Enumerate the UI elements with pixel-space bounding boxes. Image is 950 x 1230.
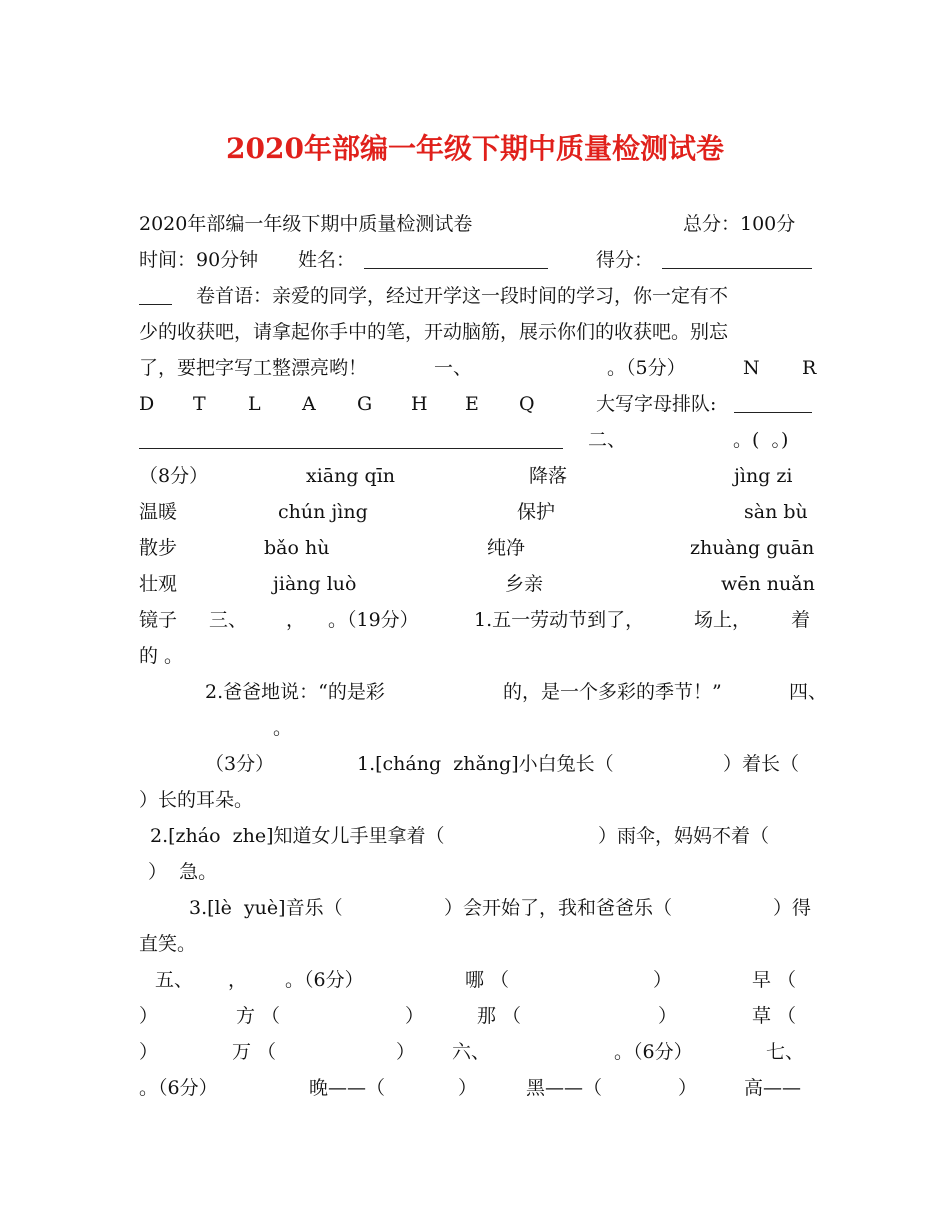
text-segment: E bbox=[465, 393, 479, 415]
text-segment: 高—— bbox=[744, 1077, 802, 1099]
text-segment: ） bbox=[678, 1077, 698, 1099]
text-segment: 。（6分） bbox=[139, 1077, 218, 1099]
fill-in-blank bbox=[734, 392, 812, 416]
text-segment: 纯净 bbox=[487, 537, 526, 559]
text-segment: （8分） bbox=[139, 465, 209, 487]
text-line bbox=[0, 572, 950, 608]
text-segment: 。（19分） bbox=[328, 609, 419, 631]
text-line bbox=[0, 464, 950, 500]
text-segment: xiāng qīn bbox=[306, 465, 396, 487]
fill-in-blank bbox=[662, 248, 812, 272]
text-segment: sàn bù bbox=[744, 501, 808, 523]
text-segment: 的 。 bbox=[139, 645, 184, 667]
text-segment: ） bbox=[139, 1041, 159, 1063]
text-segment: 镜子 bbox=[139, 609, 178, 631]
text-segment: 姓名： bbox=[298, 249, 356, 271]
text-line bbox=[0, 212, 950, 248]
text-segment: 2.爸爸地说：“的是彩 bbox=[205, 681, 385, 703]
fill-in-blank bbox=[139, 428, 563, 452]
text-segment: T bbox=[193, 393, 206, 415]
text-segment: 哪 （ bbox=[465, 969, 510, 991]
text-line bbox=[0, 1076, 950, 1112]
text-segment: D bbox=[139, 393, 155, 415]
text-segment: 三、 bbox=[209, 609, 248, 631]
text-segment: jiàng luò bbox=[273, 573, 357, 595]
text-segment: ） bbox=[653, 969, 673, 991]
text-line bbox=[0, 320, 950, 356]
text-segment: ）长的耳朵。 bbox=[139, 789, 254, 811]
text-line bbox=[0, 824, 950, 860]
text-line bbox=[0, 1004, 950, 1040]
text-segment: zhuàng guān bbox=[690, 537, 815, 559]
text-segment: G bbox=[357, 393, 373, 415]
text-segment: 四、 bbox=[789, 681, 828, 703]
text-segment: ） bbox=[405, 1005, 425, 1027]
text-segment: 总分：100分 bbox=[683, 213, 796, 235]
text-segment: 一、 bbox=[434, 357, 473, 379]
text-segment: L bbox=[248, 393, 261, 415]
text-line bbox=[0, 284, 950, 320]
text-segment: 降落 bbox=[529, 465, 568, 487]
text-segment: 二、 bbox=[588, 429, 627, 451]
fill-in-blank bbox=[139, 284, 172, 308]
text-segment: Q bbox=[519, 393, 535, 415]
text-line bbox=[0, 248, 950, 284]
text-segment: （3分） bbox=[205, 753, 275, 775]
text-segment: 1.五一劳动节到了， bbox=[474, 609, 645, 631]
blank-underline bbox=[364, 249, 548, 269]
text-segment: ， bbox=[228, 969, 248, 991]
text-segment: 温暖 bbox=[139, 501, 178, 523]
text-segment: 1.[cháng zhǎng]小白兔长（ bbox=[357, 753, 614, 775]
text-segment: 大写字母排队: bbox=[596, 393, 717, 415]
text-segment: R bbox=[802, 357, 817, 379]
text-segment: chún jìng bbox=[278, 501, 368, 523]
text-line bbox=[0, 932, 950, 968]
text-segment: 少的收获吧，请拿起你手中的笔，开动脑筋，展示你们的收获吧。别忘 bbox=[139, 321, 729, 343]
text-segment: 卷首语：亲爱的同学，经过开学这一段时间的学习，你一定有不 bbox=[196, 285, 729, 307]
blank-underline bbox=[139, 285, 172, 305]
text-segment: ）着长（ bbox=[723, 753, 800, 775]
text-segment: bǎo hù bbox=[264, 537, 330, 559]
text-segment: 散步 bbox=[139, 537, 178, 559]
text-segment: 得分： bbox=[596, 249, 654, 271]
blank-underline bbox=[139, 429, 563, 449]
text-line bbox=[0, 428, 950, 464]
text-line bbox=[0, 968, 950, 1004]
text-line bbox=[0, 644, 950, 680]
text-line bbox=[0, 392, 950, 428]
text-line bbox=[0, 1040, 950, 1076]
text-segment: 方 （ bbox=[236, 1005, 281, 1027]
text-segment: 场上， bbox=[694, 609, 752, 631]
blank-underline bbox=[662, 249, 812, 269]
text-line bbox=[0, 896, 950, 932]
text-segment: ）会开始了，我和爸爸乐（ bbox=[444, 897, 673, 919]
text-line bbox=[0, 752, 950, 788]
text-segment: H bbox=[411, 393, 428, 415]
text-segment: 乡亲 bbox=[505, 573, 544, 595]
text-segment: 草 （ bbox=[752, 1005, 797, 1027]
text-segment: 。（6分） bbox=[614, 1041, 693, 1063]
text-line bbox=[0, 680, 950, 716]
page-title: 2020年部编一年级下期中质量检测试卷 bbox=[226, 132, 724, 165]
blank-underline bbox=[734, 393, 812, 413]
text-segment: 了，要把字写工整漂亮哟！ bbox=[139, 357, 368, 379]
text-segment: 。( 。) bbox=[733, 429, 789, 451]
text-line bbox=[0, 788, 950, 824]
text-line bbox=[0, 356, 950, 392]
text-segment: 万 （ bbox=[232, 1041, 277, 1063]
text-segment: 2.[zháo zhe]知道女儿手里拿着（ bbox=[150, 825, 445, 847]
text-segment: 壮观 bbox=[139, 573, 178, 595]
text-segment: wēn nuǎn bbox=[721, 573, 815, 595]
text-segment: 着 bbox=[791, 609, 811, 631]
text-segment: 六、 bbox=[452, 1041, 491, 1063]
text-segment: 2020年部编一年级下期中质量检测试卷 bbox=[139, 213, 473, 235]
text-segment: ， bbox=[286, 609, 306, 631]
text-segment: 3.[lè yuè]音乐（ bbox=[189, 897, 343, 919]
text-segment: 。（5分） bbox=[607, 357, 686, 379]
fill-in-blank bbox=[364, 248, 548, 272]
text-segment: 时间：90分钟 bbox=[139, 249, 259, 271]
text-segment: 直笑。 bbox=[139, 933, 197, 955]
text-segment: 黑——（ bbox=[526, 1077, 603, 1099]
text-segment: 保护 bbox=[517, 501, 556, 523]
text-segment: N bbox=[743, 357, 760, 379]
text-segment: 。（6分） bbox=[285, 969, 364, 991]
text-segment: 七、 bbox=[766, 1041, 805, 1063]
text-segment: 晚——（ bbox=[309, 1077, 386, 1099]
text-segment: 早 （ bbox=[752, 969, 797, 991]
text-segment: ） 急。 bbox=[148, 861, 218, 883]
text-line bbox=[0, 500, 950, 536]
text-segment: 的，是一个多彩的季节！” bbox=[503, 681, 722, 703]
text-line bbox=[0, 716, 950, 752]
text-segment: ） bbox=[139, 1005, 159, 1027]
text-line bbox=[0, 536, 950, 572]
text-segment: ）得 bbox=[773, 897, 812, 919]
text-segment: ） bbox=[396, 1041, 416, 1063]
text-segment: 五、 bbox=[155, 969, 194, 991]
text-segment: 。 bbox=[273, 717, 293, 739]
text-line bbox=[0, 608, 950, 644]
text-segment: ）雨伞，妈妈不着（ bbox=[598, 825, 770, 847]
text-segment: jìng zi bbox=[734, 465, 793, 487]
text-segment: ） bbox=[458, 1077, 478, 1099]
text-segment: ） bbox=[658, 1005, 678, 1027]
text-line bbox=[0, 860, 950, 896]
text-segment: 那 （ bbox=[477, 1005, 522, 1027]
text-segment: A bbox=[302, 393, 316, 415]
